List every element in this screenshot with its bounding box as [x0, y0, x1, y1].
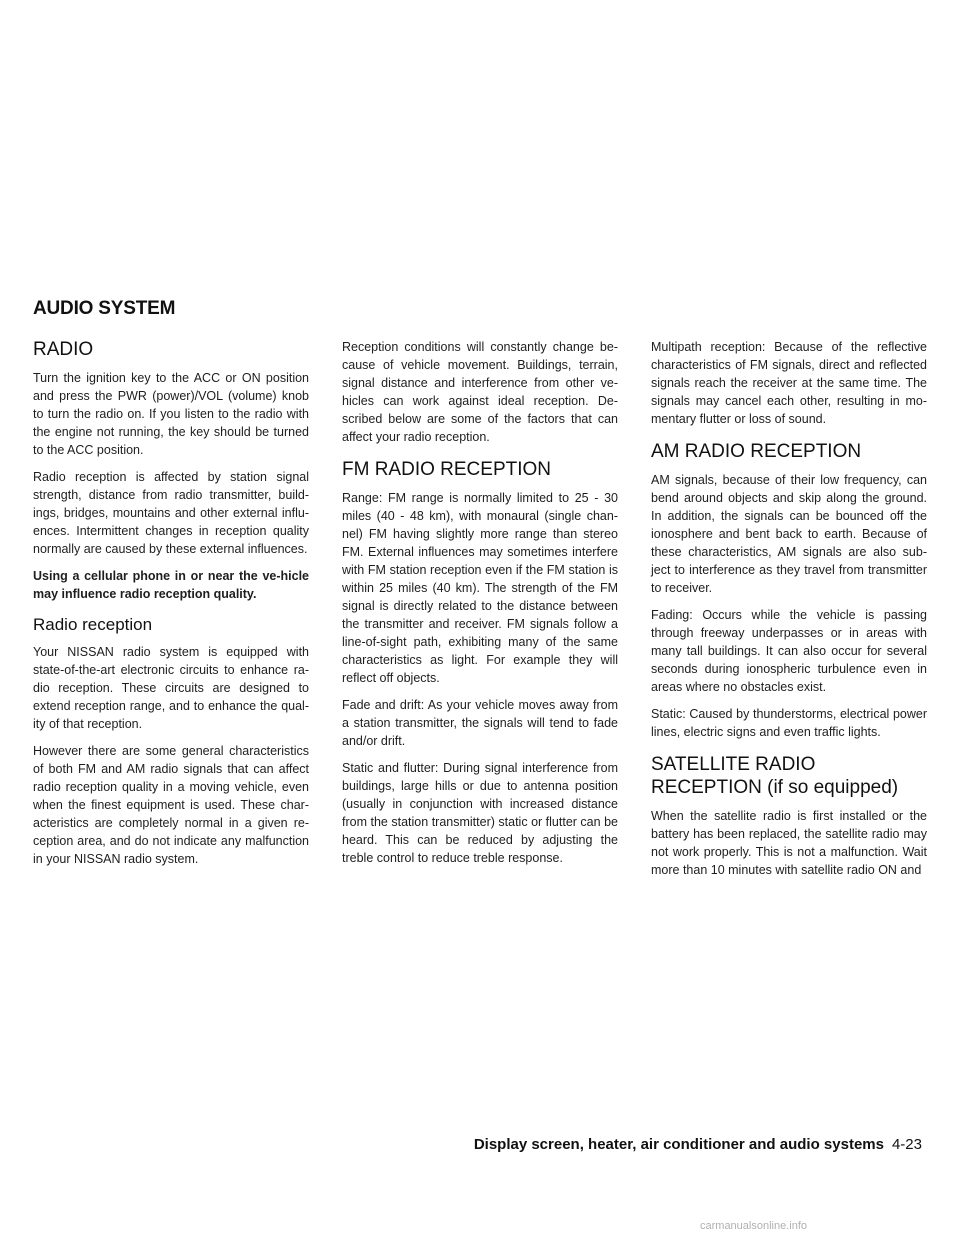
paragraph: Turn the ignition key to the ACC or ON position and press the PWR (power)/VOL (volume) knob to turn the radio on. If you listen to the radio with the engine not running, the key should be turned to the ACC position. [33, 371, 309, 457]
paragraph: Multipath reception: Because of the reflective characteristics of FM signals, direct and reflected signals reach the receiver at the same time. The signals may cancel each other, resulting in mo-mentary flutter or loss of sound. [651, 340, 927, 426]
page-number: 4-23 [891, 1136, 922, 1153]
paragraph: When the satellite radio is first installed or the battery has been replaced, the satellite radio may not work properly. This is not a malfunction. Wait more than 10 minutes with satellite radio ON and [651, 809, 927, 877]
paragraph: Your NISSAN radio system is equipped with state-of-the-art electronic circuits to enhance ra-dio reception. These circuits are designed to extend reception range, and to enhance the qual-ity of that reception. [33, 645, 309, 731]
paragraph: However there are some general characteristics of both FM and AM radio signals that can affect radio reception quality in a moving vehicle, even when the finest equipment is used. These char-acteristics are completely normal in a given re-ception area, and do not indicate any malfunction in your NISSAN radio system. [33, 744, 309, 866]
paragraph: Static: Caused by thunderstorms, electrical power lines, electric signs and even traffic lights. [651, 707, 927, 739]
paragraph: Radio reception is affected by station signal strength, distance from radio transmitter, build-ings, bridges, mountains and other external influ-ences. Intermittent changes in reception quality normally are caused by these external influences. [33, 470, 309, 556]
chapter-title: Display screen, heater, air conditioner and audio systems [473, 1136, 884, 1153]
paragraph: AM signals, because of their low frequency, can bend around objects and skip along the ground. In addition, the signals can be bounced off the ionosphere and bent back to earth. Because of these characteristics, AM signals are also sub-ject to interference as they travel from transmitter to receiver. [651, 473, 927, 595]
paragraph: Static and flutter: During signal interference from buildings, large hills or due to antenna position (usually in conjunction with increased distance from the station transmitter) static or flutter can be heard. This can be reduced by adjusting the treble control to reduce treble response. [342, 761, 618, 865]
paragraph: Range: FM range is normally limited to 25 - 30 miles (40 - 48 km), with monaural (single chan-nel) FM having slightly more range than stereo FM. External influences may sometimes interfere with FM station reception even if the FM station is within 25 miles (40 km). The strength of the FM signal is directly related to the distance between the transmitter and receiver. FM signals follow a line-of-sight path, exhibiting many of the same characteristics as light. For example they will reflect off objects. [342, 491, 618, 685]
heading-am-radio-reception: AM RADIO RECEPTION [651, 441, 862, 462]
heading-radio: RADIO [33, 339, 94, 360]
column-3 [651, 338, 927, 888]
watermark: carmanualsonline.info [700, 1220, 808, 1232]
page-footer [474, 1136, 922, 1153]
heading-fm-radio-reception: FM RADIO RECEPTION [342, 459, 552, 480]
section-title: AUDIO SYSTEM [33, 298, 176, 319]
column-1 [33, 338, 309, 877]
paragraph: Fading: Occurs while the vehicle is passing through freeway underpasses or in areas with many tall buildings. It can also occur for several seconds during ionospheric turbulence even in areas where no obstacles exist. [651, 608, 927, 694]
heading-radio-reception: Radio reception [33, 615, 153, 634]
paragraph: Reception conditions will constantly change be-cause of vehicle movement. Buildings, terrain, signal distance and interference from other ve-hicles can work against ideal reception. De-scribed below are some of the factors that can affect your radio reception. [342, 340, 618, 444]
column-2 [342, 338, 618, 876]
paragraph: Fade and drift: As your vehicle moves away from a station transmitter, the signals will tend to fade and/or drift. [342, 698, 618, 748]
warning-paragraph: Using a cellular phone in or near the ve-hicle may influence radio reception quality. [33, 569, 309, 601]
heading-satellite-radio-reception: SATELLITE RADIO RECEPTION (if so equipped) [651, 754, 899, 798]
